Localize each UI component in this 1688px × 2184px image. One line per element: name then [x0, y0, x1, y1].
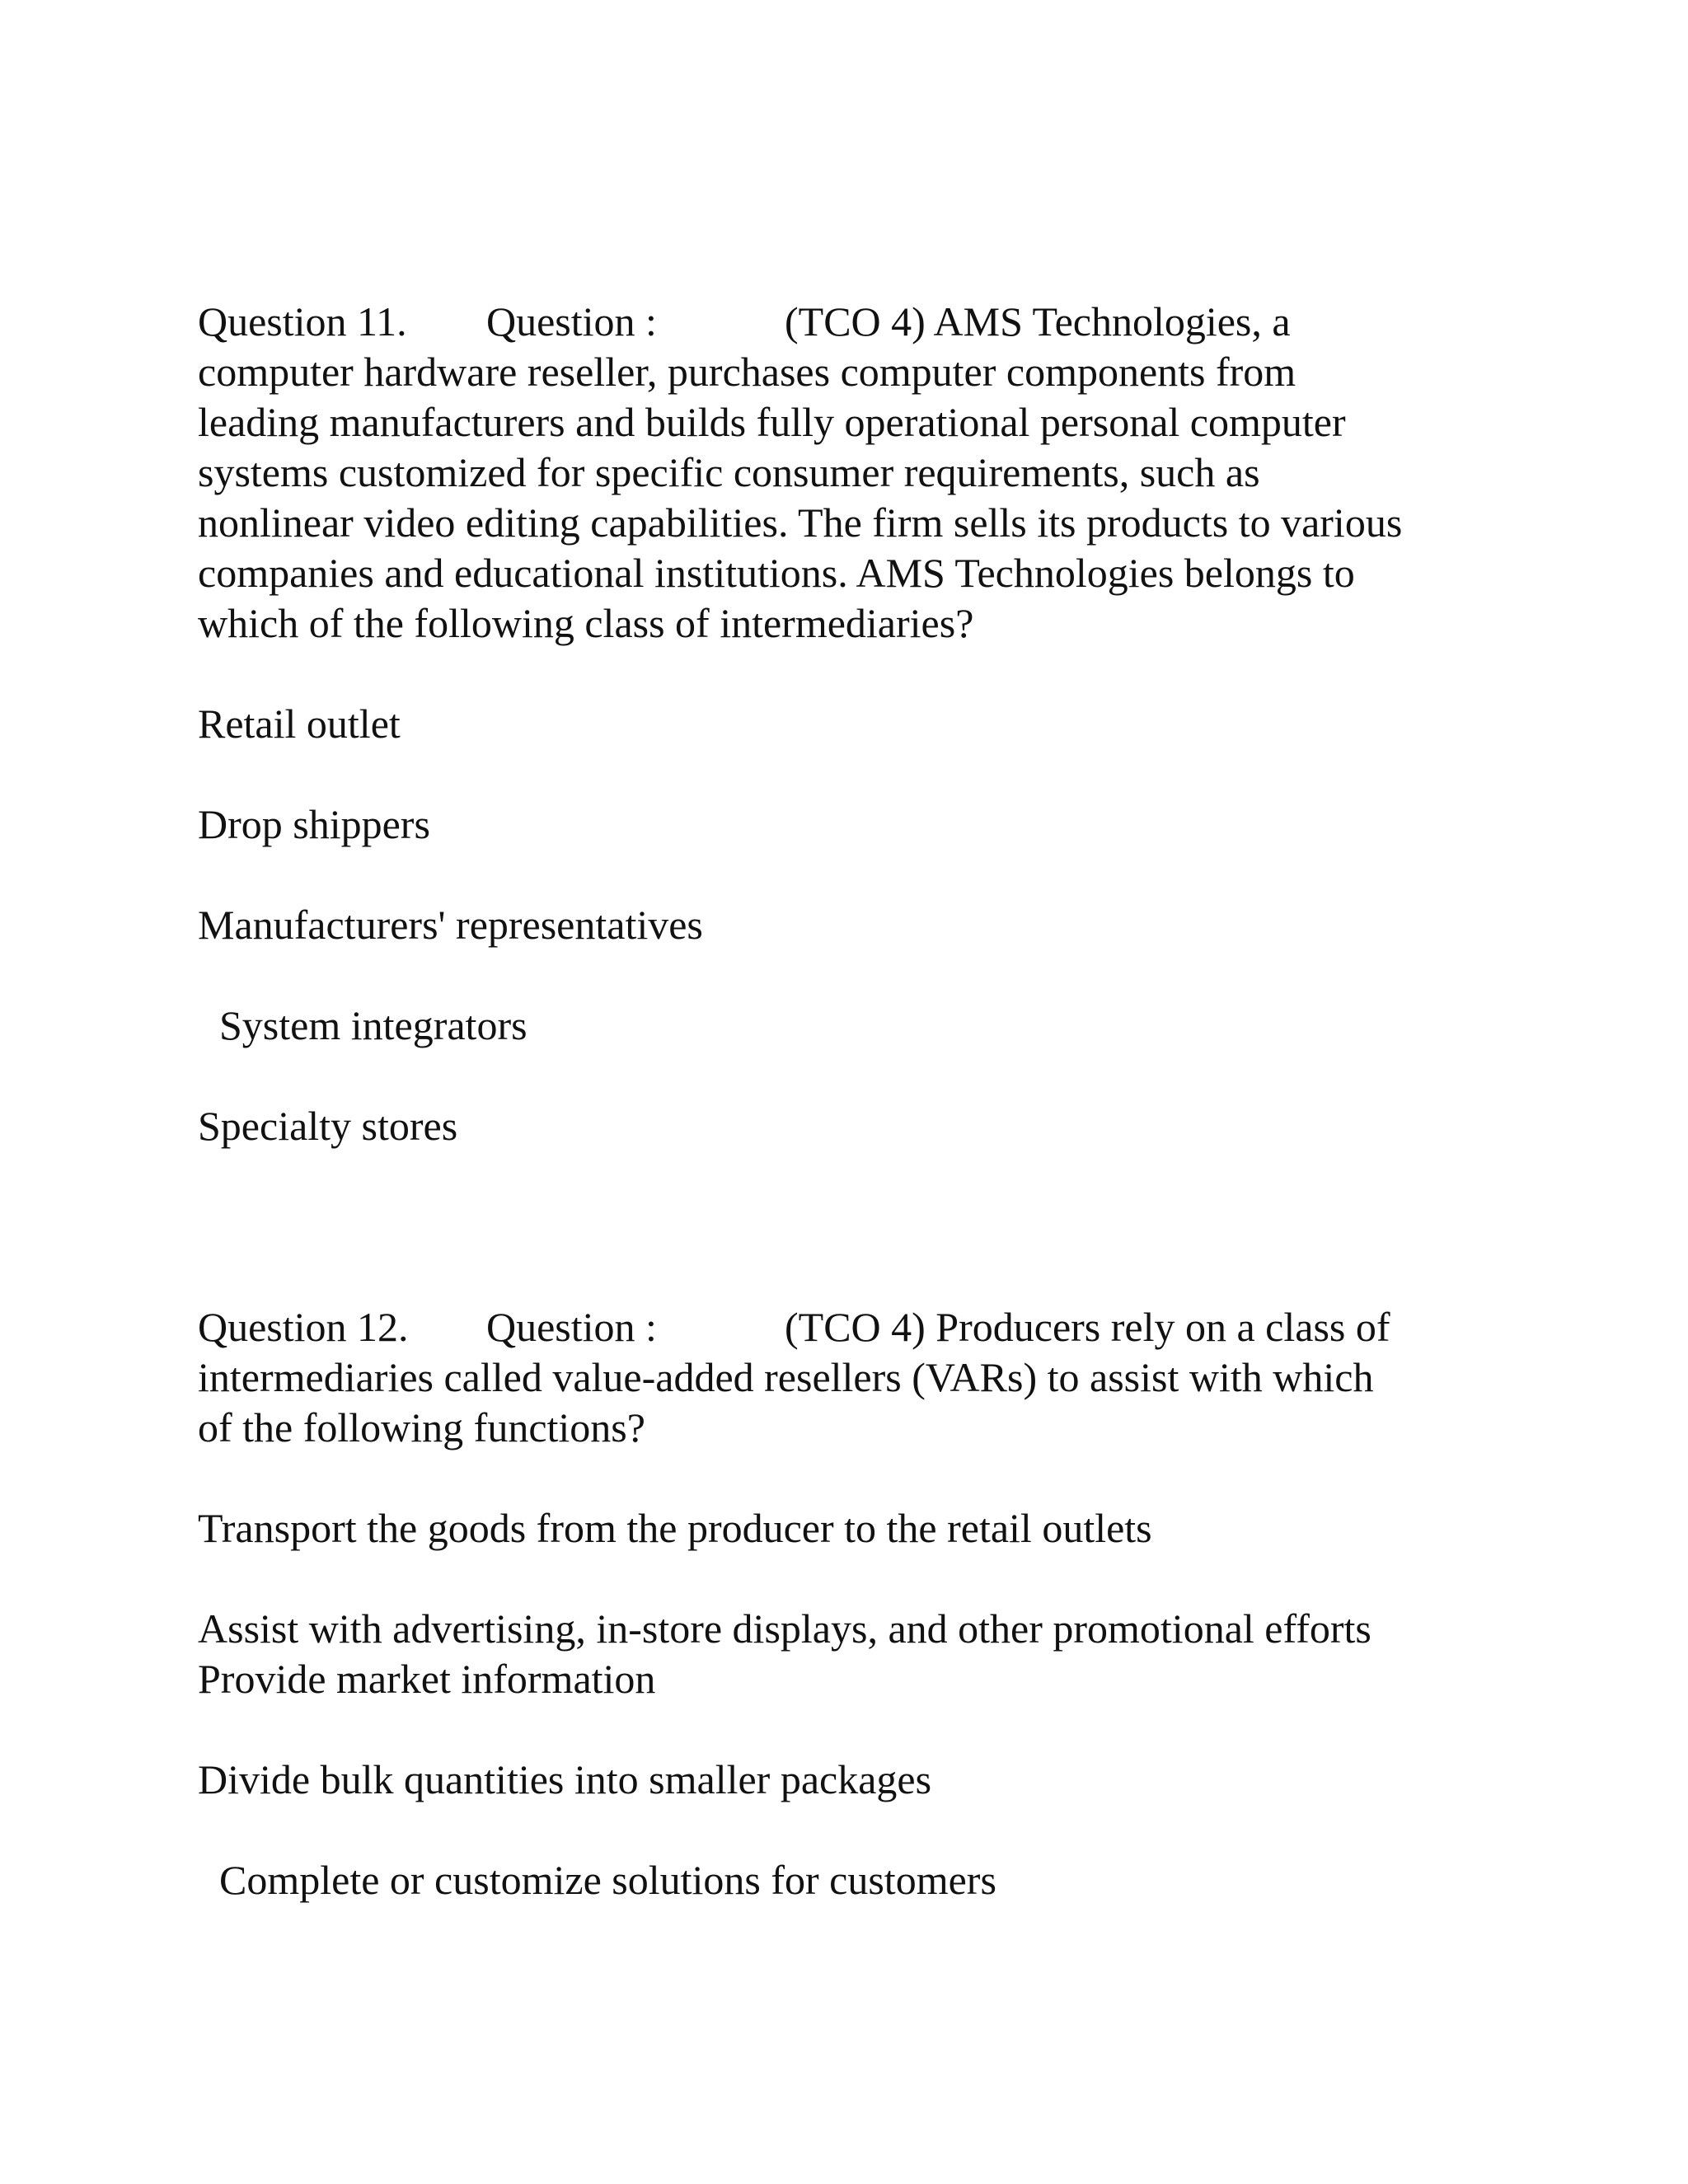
answer-option: Specialty stores — [198, 1103, 458, 1149]
question-stem-line: (TCO 4) Producers rely on a class of — [785, 1304, 1390, 1350]
question-header — [198, 1302, 1500, 1352]
question-label: Question : — [486, 1304, 657, 1350]
answer-option: Divide bulk quantities into smaller packages — [198, 1756, 932, 1802]
question-stem-line: intermediaries called value-added resellers (VARs) to assist with which — [198, 1354, 1374, 1400]
question-number: Question 11. — [198, 298, 407, 344]
question-stem-line: of the following functions? — [198, 1404, 645, 1451]
answer-option: Drop shippers — [198, 801, 430, 847]
answer-option: Transport the goods from the producer to the retail outlets — [198, 1505, 1152, 1551]
question-stem-line: (TCO 4) AMS Technologies, a — [785, 298, 1291, 344]
question-header — [198, 297, 1500, 347]
answer-option-selected: Complete or customize solutions for customers — [219, 1857, 996, 1903]
answer-option-selected: System integrators — [219, 1002, 528, 1048]
answer-option: Assist with advertising, in-store displays, and other promotional efforts — [198, 1605, 1372, 1652]
answer-option: Manufacturers' representatives — [198, 902, 703, 948]
question-stem-line: companies and educational institutions. AMS Technologies belongs to — [198, 550, 1355, 596]
answer-option: Provide market information — [198, 1656, 656, 1702]
question-label: Question : — [486, 298, 657, 344]
answer-option: Retail outlet — [198, 701, 401, 747]
question-stem-line: leading manufacturers and builds fully operational personal computer — [198, 399, 1346, 445]
question-stem-line: nonlinear video editing capabilities. The firm sells its products to various — [198, 499, 1403, 546]
question-11 — [198, 297, 1500, 1151]
question-number: Question 12. — [198, 1304, 409, 1350]
document-content — [198, 297, 1500, 1905]
question-stem-line: computer hardware reseller, purchases computer components from — [198, 349, 1296, 395]
question-12 — [198, 1302, 1500, 1905]
question-stem-line: systems customized for specific consumer requirements, such as — [198, 449, 1260, 495]
question-stem-line: which of the following class of intermediaries? — [198, 600, 974, 646]
